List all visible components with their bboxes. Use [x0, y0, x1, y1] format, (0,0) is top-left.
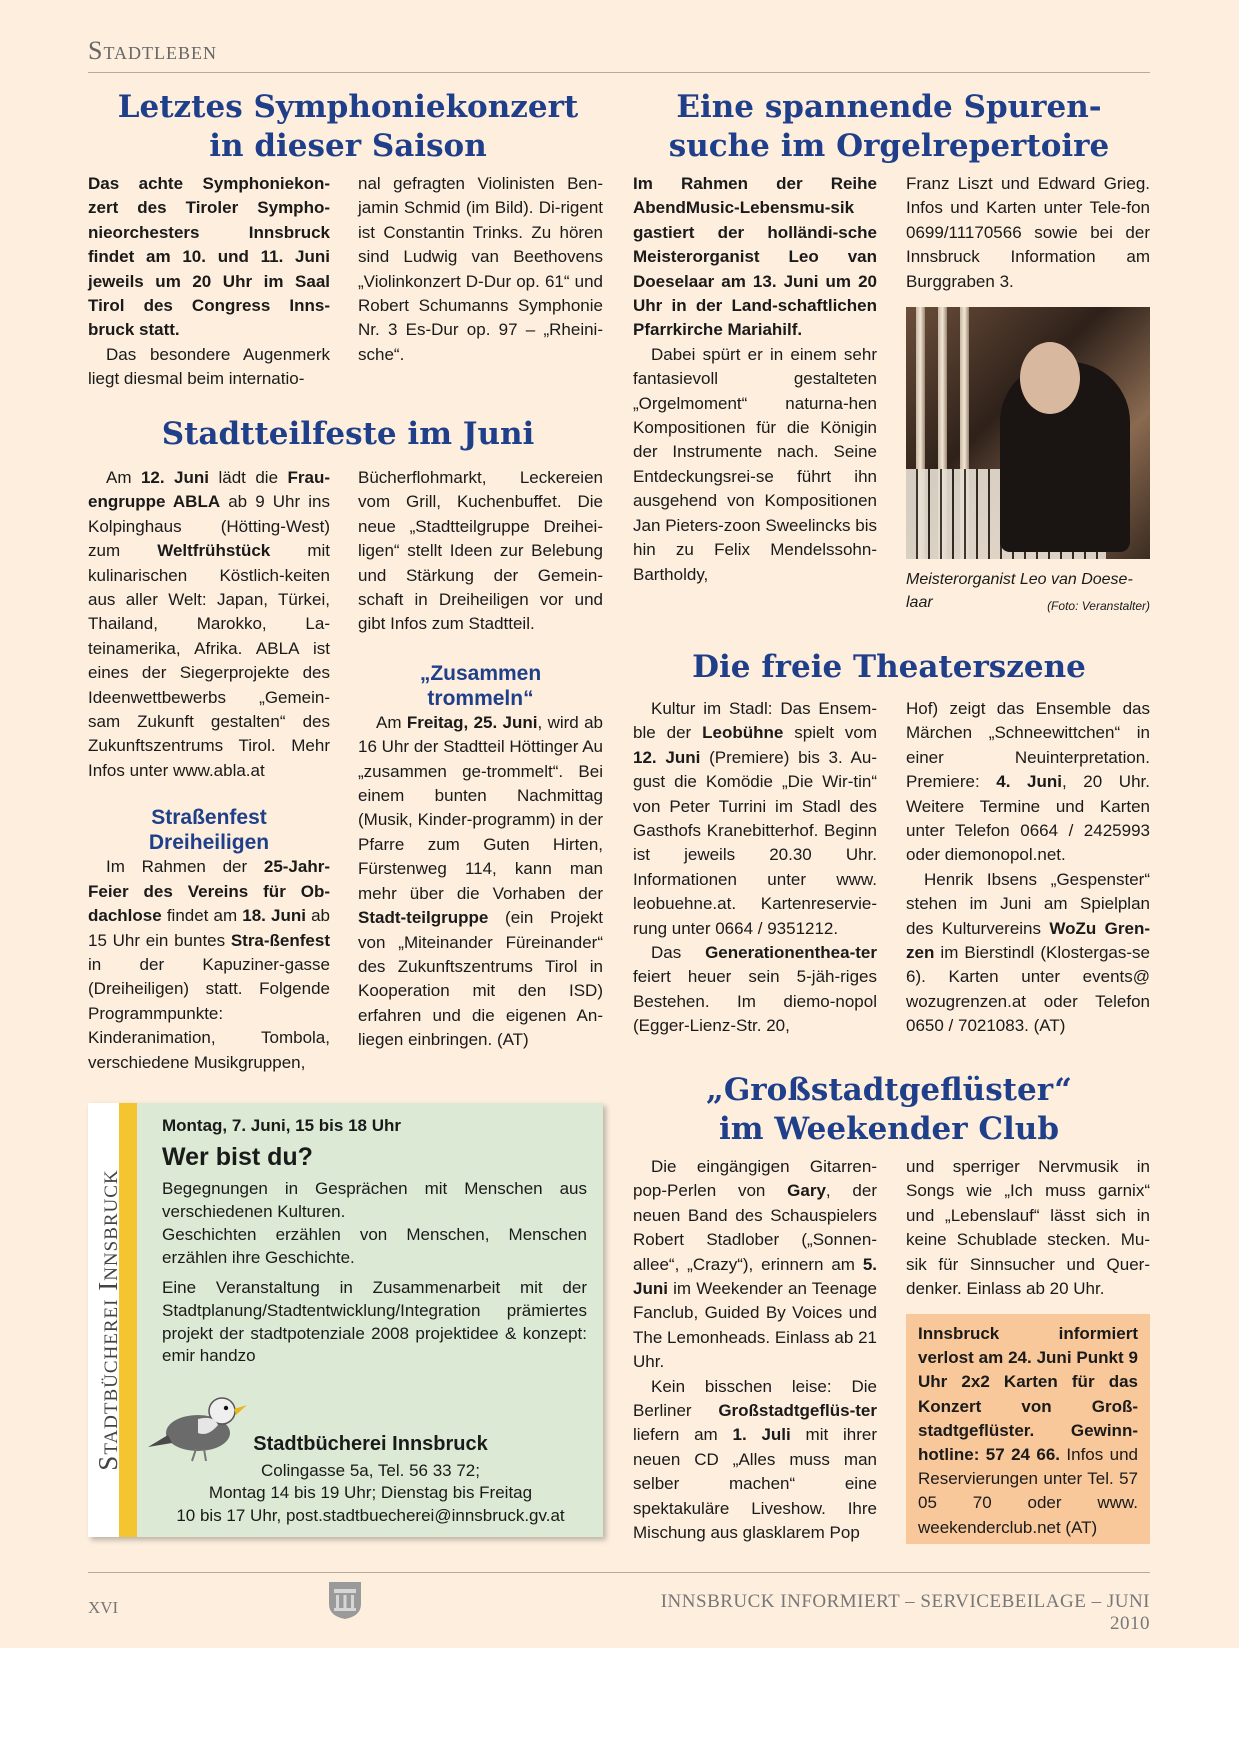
article-theater [628, 648, 1150, 687]
library-hours-email: 10 bis 17 Uhr, post.stadtbuecherei@innsbruck.gv.at [176, 1506, 565, 1526]
lead-text: Das achte Symphoniekon-zert des Tiroler Sympho-nieorchesters Innsbruck findet am 10. und 11. Juni jeweils um 20 Uhr im Saal Tirol des Congress Inns-bruck statt. [88, 174, 330, 340]
photo-caption: Meisterorganist Leo van Doese-laar (Foto: Veranstalter) [906, 568, 1150, 618]
article-stadtteilfeste [88, 415, 608, 454]
event-text: Eine Veranstaltung in Zusammenarbeit mit der Stadtplanung/Stadtentwicklung/Integration prämiertes projekt der stadtpotenziale 2008 projektidee & konzept: emir handzo [162, 1278, 587, 1366]
body-text: nal gefragten Violinisten Ben-jamin Schmid (im Bild). Di-rigent ist Constantin Trinks. Zu hören sind Ludwig van Beethovens „Violinkonzert D-Dur op. 61“ und Robert Schumanns Symphonie Nr. 3 Es-Dur op. 97 – „Rheini-sche“. [358, 174, 603, 364]
box-content [162, 1115, 587, 1368]
footer-divider [88, 1572, 1150, 1573]
library-vertical-label: Stadtbücherei Innsbruck [93, 1169, 123, 1471]
library-contact [143, 1433, 598, 1528]
article-symphony-col2 [358, 172, 603, 367]
body-text: Franz Liszt und Edward Grieg. Infos und Karten unter Tele-fon 0699/11170566 sowie bei der Innsbruck Information am Burggraben 3. [906, 174, 1150, 291]
article-weekender [628, 1071, 1150, 1149]
article-theater-col2: Hof) zeigt das Ensemble das Märchen „Schneewittchen“ in einer Neuinterpretation. Premiere: 4. Juni, 20 Uhr. Weitere Termine und Karten unter Telefon 0664 / 2425993 oder diemonopol.net. Henrik Ibsens „Gespenster“ stehen im Juni am Spielplan des Kulturvereins WoZu Gren-zen im Bierstindl (Klostergas-se 6). Karten unter events@ wozugrenzen.at oder Telefon 0650 / 7021083. (AT) [906, 699, 1150, 1036]
subheading-strassenfest: Straßenfest Dreiheiligen [148, 806, 270, 855]
body-text: Bücherflohmarkt, Leckereien vom Grill, Kuchenbuffet. Die neue „Stadtteilgruppe Dreihei-ligen“ stellt Ideen zur Belebung und Stärkung der Gemein-schaft in Dreiheiligen vor und gibt Infos zum Stadtteil. [358, 468, 603, 634]
section-label: Stadtleben [88, 36, 217, 65]
body-text: und sperriger Nervmusik in Songs wie „Ich muss garnix“ und „Lebenslauf“ lässt sich in keine Schublade stecken. Mu-sik für Sinnsucher und Quer-denker. Einlass ab 20 Uhr. [906, 1157, 1150, 1299]
title-line: in dieser Saison [209, 128, 487, 164]
library-event-box [88, 1103, 603, 1537]
publication-footer: INNSBRUCK INFORMIERT – SERVICEBEILAGE – JUNI 2010 [660, 1591, 1150, 1634]
article-symphony-col1 [88, 172, 330, 392]
article-orgel-col1 [633, 172, 877, 587]
article-weekender-title: „Großstadtgeflüster“ im Weekender Club [706, 1072, 1072, 1147]
body-text: Dabei spürt er in einem sehr fantasievoll gestalteten „Orgelmoment“ naturna-hen Kompositionen für die Königin der Instrumente nach. Seine Entdeckungsrei-se führt ihn ausgehend von Kompositionen Jan Pieters-zoon Sweelincks bis hin zu Felix Mendelssohn-Bartholdy, [633, 344, 877, 584]
event-text: Geschichten erzählen von Menschen, Menschen erzählen ihre Geschichte. [162, 1224, 587, 1267]
event-title: Wer bist du? [162, 1142, 313, 1171]
article-stadtteilfeste-col1: Am 12. Juni lädt die Frau-engruppe ABLA ab 9 Uhr ins Kolpinghaus (Hötting-West) zum Weltfrühstück mit kulinarischen Köstlich-keiten aus aller Welt: Japan, Türkei, Thailand, Marokko, La-teinamerika, Afrika. ABLA ist eines der Siegerprojekte des Ideenwettbewerbs „Gemein-sam Zukunft gestalten“ des Zukunftszentrums Tirol. Mehr Infos unter www.abla.at Straßenfest Dreiheiligen Im Rahmen der 25-Jahr-Feier des Vereins für Ob-dachlose findet am 18. Juni ab 15 Uhr ein buntes Stra-ßenfest in der Kapuziner-gasse (Dreiheiligen) statt. Folgende Programmpunkte: Kinderanimation, Tombola, verschiedene Musikgruppen, [88, 468, 330, 1072]
subheading-zusammen-trommeln: „Zusammen trommeln“ [419, 661, 542, 710]
article-stadtteilfeste-col2: Bücherflohmarkt, Leckereien vom Grill, Kuchenbuffet. Die neue „Stadtteilgruppe Dreihei-ligen“ stellt Ideen zur Belebung und Stärkung der Gemein-schaft in Dreiheiligen vor und gibt Infos zum Stadtteil. „Zusammen trommeln“ Am Freitag, 25. Juni, wird ab 16 Uhr der Stadtteil Höttinger Au „zusammen ge-trommelt“. Bei einem bunten Nachmittag (Musik, Kinder-programm) in der Pfarre zum Guten Hirten, Fürstenweg 114, kann man mehr über die Vorhaben der Stadt-teilgruppe (ein Projekt von „Miteinander Füreinander“ des Zukunftszentrums Tirol in Kooperation mit den ISD) erfahren und die eigenen An-liegen einbringen. (AT) [358, 468, 603, 1050]
article-weekender-col1: Die eingängigen Gitarren-pop-Perlen von Gary, der neuen Band des Schauspielers Robert Stadlober („Sonnen-allee“, „Crazy“), erinnern am 5. Juni im Weekender an Teenage Fanclub, Guided By Voices und The Lemonheads. Einlass ab 21 Uhr. Kein bisschen leise: Die Berliner Großstadtgeflüs-ter liefern am 1. Juli mit ihrer neuen CD „Alles muss man selber machen“ eine spektakuläre Liveshow. Ihre Mischung aus glasklarem Pop [633, 1157, 877, 1543]
article-theater-col1: Kultur im Stadl: Das Ensem-ble der Leobühne spielt vom 12. Juni (Premiere) bis 3. Au-gust die Komödie „Die Wir-tin“ von Peter Turrini im Stadl des Gasthofs Kranebitterhof. Beginn ist jeweils 20.30 Uhr. Informationen unter www. leobuehne.at. Kartenreservie-rung unter 0664 / 9351212. Das Generationenthea-ter feiert heuer sein 5-jäh-riges Bestehen. Im diemo-nopol (Egger-Lienz-Str. 20, [633, 699, 878, 1036]
article-weekender-col2 [906, 1155, 1150, 1301]
page-number: XVI [88, 1598, 119, 1617]
article-stadtteilfeste-title: Stadtteilfeste im Juni [161, 416, 535, 452]
raffle-info: Infos und Reservierungen unter Tel. 57 05 70 oder www. weekenderclub.net (AT) [918, 1445, 1138, 1537]
article-orgel [628, 88, 1150, 166]
library-address: Colingasse 5a, Tel. 56 33 72; [261, 1460, 480, 1480]
raffle-text: Innsbruck informiert verlost am 24. Juni Punkt 9 Uhr 2x2 Karten für das Konzert von Groß-stadtgeflüster. Gewinn-hotline: 57 24 66. [918, 1324, 1138, 1465]
event-date: Montag, 7. Juni, 15 bis 18 Uhr [162, 1116, 401, 1135]
city-crest-icon [327, 1580, 363, 1620]
library-hours: Montag 14 bis 19 Uhr; Dienstag bis Freitag [208, 1483, 533, 1503]
title-line: Letztes Symphoniekonzert [117, 89, 579, 125]
article-theater-title: Die freie Theaterszene [692, 649, 1086, 685]
header-divider [88, 72, 1150, 73]
article-orgel-col2 [906, 172, 1150, 294]
ticket-raffle-box [906, 1314, 1150, 1544]
lead-text: Im Rahmen der Reihe AbendMusic-Lebensmu-sik gastiert der holländi-sche Meisterorganist Leo van Doeselaar am 13. Juni um 20 Uhr in der Land-schaftlichen Pfarrkirche Mariahilf. [633, 174, 877, 340]
event-text: Begegnungen in Gesprächen mit Menschen aus verschiedenen Kulturen. [162, 1179, 587, 1222]
body-text: Das besondere Augenmerk liegt diesmal beim internatio- [88, 344, 330, 389]
article-symphony-title [88, 88, 608, 166]
article-symphony [88, 88, 608, 166]
organist-photo [906, 307, 1150, 559]
photo-credit: (Foto: Veranstalter) [1047, 599, 1150, 613]
library-name: Stadtbücherei Innsbruck [253, 1433, 488, 1455]
article-orgel-title: Eine spannende Spuren- suche im Orgelrepertoire [668, 89, 1110, 164]
